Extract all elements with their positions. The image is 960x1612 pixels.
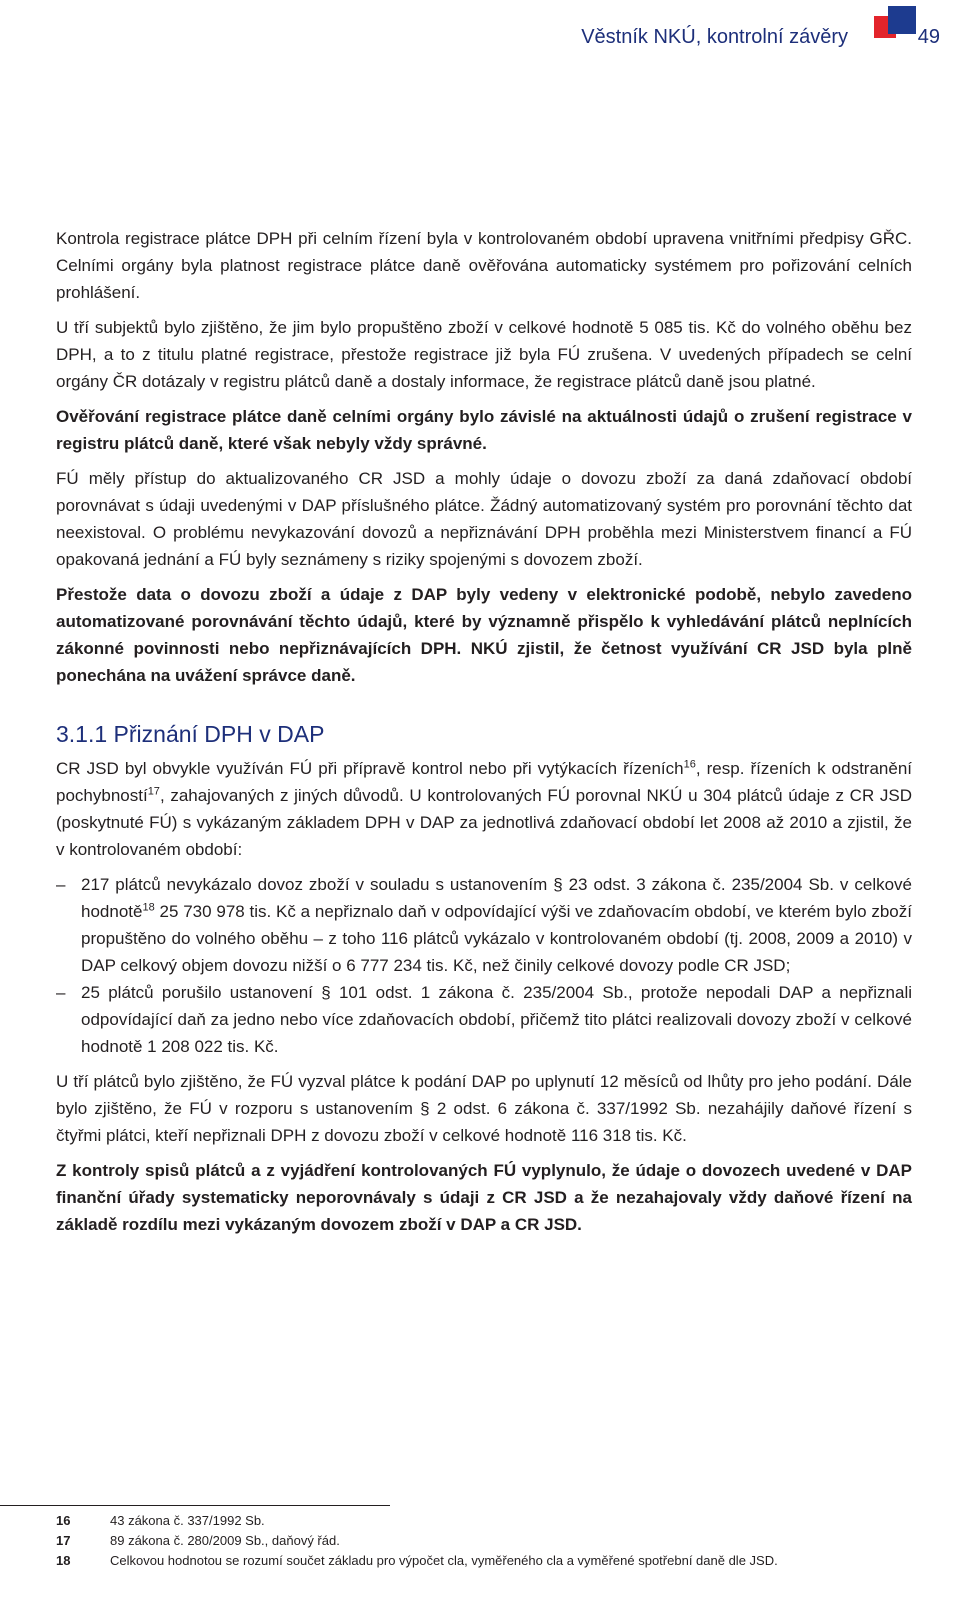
footnote-text: 43 zákona č. 337/1992 Sb. [110,1513,265,1528]
footnote [56,1551,936,1571]
footnote-text: Celkovou hodnotou se rozumí součet základu pro výpočet cla, vyměřeného cla a vyměřené spotřební daně dle JSD. [110,1553,778,1568]
footnote [56,1511,936,1531]
paragraph: Kontrola registrace plátce DPH při celním řízení byla v kontrolovaném období upravena vnitřními předpisy GŘC. Celními orgány byla platnost registrace plátce daně ověřována automaticky systémem pro pořizování celních prohlášení. [56,229,912,302]
page-number: 49 [917,26,940,48]
paragraph [56,755,912,863]
paragraph: U tří subjektů bylo zjištěno, že jim bylo propuštěno zboží v celkové hodnotě 5 085 tis. Kč do volného oběhu bez DPH, a to z titulu platné registrace, přestože registrace již byla FÚ zrušena. V uvedených případech se celní orgány ČR dotázaly v registru plátců daně a dostaly informace, že registrace plátců daně jsou platné. [56,318,912,391]
text-run: 25 730 978 tis. Kč a nepřiznalo daň v odpovídající výši ve zdaňovacím období, ve kterém bylo zboží propuštěno do volného oběhu – z toho 116 plátců vykázalo v kontrolovaném období (tj. 2008, 2009 a 2010) v DAP celkový objem dovozu nižší o 6 777 234 tis. Kč, než činily celkové dovozy podle CR JSD; [81,902,912,975]
section-heading: 3.1.1 Přiznání DPH v DAP [56,721,325,747]
bold-finding: Z kontroly spisů plátců a z vyjádření kontrolovaných FÚ vyplynulo, že údaje o dovozech uvedené v DAP finanční úřady systematicky neporovnávaly s údaji z CR JSD a že nezahajovaly vždy daňové řízení na základě rozdílu mezi vykázaným dovozem zboží v DAP a CR JSD. [56,1161,912,1234]
bold-finding: Ověřování registrace plátce daně celními orgány bylo závislé na aktuálnosti údajů o zrušení registrace v registru plátců daně, které však nebyly vždy správné. [56,407,912,453]
paragraph: FÚ měly přístup do aktualizovaného CR JSD a mohly údaje o dovozu zboží za daná zdaňovací období porovnávat s údaji uvedenými v DAP příslušného plátce. Žádný automatizovaný systém pro porovnání těchto dat neexistoval. O problému nevykazování dovozů a nepřiznávání DPH proběhla mezi Ministerstvem financí a FÚ opakovaná jednání a FÚ byly seznámeny s riziky spojenými s dovozem zboží. [56,469,912,569]
findings-list [56,871,912,1060]
footnote-number: 16 [56,1513,71,1528]
list-item: – 25 plátců porušilo ustanovení § 101 odst. 1 zákona č. 235/2004 Sb., protože nepodali DAP a nepřiznali odpovídající daň za jedno nebo více zdaňovacích období, přičemž tito plátci realizovali dovozy zboží v celkové hodnotě 1 208 022 tis. Kč. [56,979,912,1060]
footnote-number: 18 [56,1553,71,1568]
footnote-text: 89 zákona č. 280/2009 Sb., daňový řád. [110,1533,340,1548]
footnote-ref: 17 [147,785,160,798]
text-run: , zahajovaných z jiných důvodů. U kontrolovaných FÚ porovnal NKÚ u 304 plátců údaje z CR JSD (poskytnuté FÚ) s vykázaným základem DPH v DAP za jednotlivá zdaňovací období let 2008 až 2010 a zjistil, že v kontrolovaném období: [56,786,912,859]
main-content [56,225,912,1246]
text-run: CR JSD byl obvykle využíván FÚ při přípravě kontrol nebo při vytýkacích řízeních [56,759,684,778]
text-run: 217 plátců nevykázalo dovoz zboží v souladu s ustanovením § 23 odst. 3 zákona č. 235/2004 Sb. v celkové hodnotě [81,875,912,921]
footnotes [56,1511,936,1571]
footnote-divider [0,1505,390,1506]
footnote-ref: 16 [683,758,696,771]
footnote [56,1531,936,1551]
bold-finding: Přestože data o dovozu zboží a údaje z DAP byly vedeny v elektronické podobě, nebylo zavedeno automatizované porovnávání těchto údajů, které by významně přispělo k vyhledávání plátců neplnících zákonné povinnosti nebo nepřiznávajících DPH. NKÚ zjistil, že četnost využívání CR JSD byla plně ponechána na uvážení správce daně. [56,585,912,685]
text-run: , resp. řízeních k odstranění pochybností [56,759,912,805]
list-item [56,871,912,979]
nku-logo [874,6,916,48]
logo-blue-square [888,6,916,34]
paragraph: U tří plátců bylo zjištěno, že FÚ vyzval plátce k podání DAP po uplynutí 12 měsíců od lhůty pro jeho podání. Dále bylo zjištěno, že FÚ v rozporu s ustanovením § 2 odst. 6 zákona č. 337/1992 Sb. nezahájily daňové řízení s čtyřmi plátci, kteří nepřiznali DPH z dovozu zboží v celkové hodnotě 116 318 tis. Kč. [56,1072,912,1145]
footnote-number: 17 [56,1533,71,1548]
header-title: Věstník NKÚ, kontrolní závěry [581,26,848,48]
footnote-ref: 18 [142,901,155,914]
